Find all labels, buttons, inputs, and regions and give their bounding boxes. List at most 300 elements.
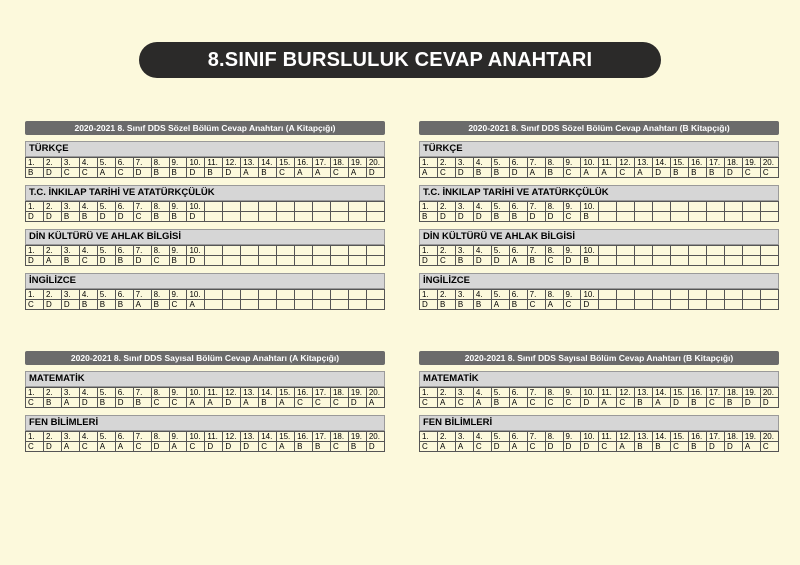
answer-cell	[330, 256, 348, 266]
question-number-cell: 2.	[437, 432, 455, 442]
question-number-cell: 3.	[455, 290, 473, 300]
answer-key-block-sayisal-a	[25, 351, 385, 452]
question-number-cell	[599, 246, 617, 256]
answer-cell	[259, 300, 277, 310]
answer-cell: A	[187, 300, 205, 310]
question-number-row	[26, 202, 385, 212]
question-number-cell	[724, 290, 742, 300]
answer-cell: B	[259, 168, 277, 178]
answer-cell	[241, 256, 259, 266]
question-number-cell	[617, 202, 635, 212]
answer-cell	[635, 300, 653, 310]
answer-cell: C	[671, 442, 689, 452]
question-number-cell: 4.	[79, 246, 97, 256]
answer-cell: C	[79, 442, 97, 452]
question-number-cell: 10.	[187, 432, 205, 442]
question-number-cell: 9.	[169, 388, 187, 398]
question-number-cell: 5.	[491, 388, 509, 398]
question-number-cell	[635, 202, 653, 212]
question-number-cell	[313, 246, 331, 256]
answer-cell: C	[707, 398, 725, 408]
answer-grid	[419, 387, 779, 408]
answer-cell: C	[295, 398, 313, 408]
answer-row	[420, 442, 779, 452]
answer-cell: C	[437, 168, 455, 178]
answer-cell	[313, 212, 331, 222]
question-number-cell: 4.	[79, 432, 97, 442]
answer-cell: D	[581, 398, 599, 408]
answer-cell	[742, 212, 760, 222]
answer-section	[25, 185, 385, 222]
question-number-cell: 7.	[527, 388, 545, 398]
answer-cell: C	[26, 300, 44, 310]
question-number-cell: 13.	[635, 388, 653, 398]
answer-cell: D	[97, 256, 115, 266]
answer-cell: A	[635, 168, 653, 178]
question-number-cell: 14.	[259, 432, 277, 442]
question-number-cell	[223, 246, 241, 256]
question-number-row	[26, 290, 385, 300]
question-number-cell	[689, 290, 707, 300]
question-number-cell: 16.	[295, 432, 313, 442]
answer-cell: D	[420, 256, 438, 266]
answer-cell	[760, 212, 778, 222]
answer-cell: D	[545, 442, 563, 452]
answer-section	[25, 141, 385, 178]
answer-cell: D	[671, 398, 689, 408]
answer-cell: A	[43, 256, 61, 266]
question-number-cell: 1.	[26, 290, 44, 300]
answer-cell: C	[760, 442, 778, 452]
question-number-cell: 7.	[527, 432, 545, 442]
answer-cell	[760, 300, 778, 310]
answer-cell	[671, 212, 689, 222]
question-number-cell: 12.	[617, 388, 635, 398]
answer-cell	[205, 256, 223, 266]
answer-row	[26, 256, 385, 266]
question-number-cell: 8.	[545, 246, 563, 256]
question-number-cell: 13.	[241, 158, 259, 168]
answer-cell: D	[97, 212, 115, 222]
answer-grid	[419, 245, 779, 266]
question-number-cell: 8.	[151, 290, 169, 300]
answer-cell: A	[366, 398, 384, 408]
answer-cell: B	[259, 398, 277, 408]
answer-cell	[689, 212, 707, 222]
question-number-cell: 8.	[545, 202, 563, 212]
question-number-cell: 2.	[43, 246, 61, 256]
question-number-cell: 3.	[61, 290, 79, 300]
answer-row	[420, 168, 779, 178]
question-number-cell	[205, 290, 223, 300]
answer-cell: D	[43, 300, 61, 310]
answer-cell	[707, 212, 725, 222]
question-number-cell: 8.	[151, 246, 169, 256]
question-number-cell: 6.	[509, 246, 527, 256]
question-number-cell: 15.	[671, 388, 689, 398]
answer-cell: D	[742, 398, 760, 408]
question-number-cell: 7.	[527, 158, 545, 168]
answer-cell: C	[420, 398, 438, 408]
question-number-cell: 2.	[43, 290, 61, 300]
answer-cell	[653, 212, 671, 222]
answer-grid	[25, 201, 385, 222]
question-number-cell: 11.	[205, 158, 223, 168]
question-number-cell	[313, 290, 331, 300]
question-number-cell: 2.	[437, 388, 455, 398]
answer-cell: D	[724, 442, 742, 452]
question-number-cell: 10.	[187, 246, 205, 256]
question-number-cell	[295, 202, 313, 212]
answer-cell	[223, 300, 241, 310]
answer-cell: D	[455, 212, 473, 222]
question-number-cell: 8.	[151, 202, 169, 212]
answer-cell	[366, 300, 384, 310]
answer-cell: D	[26, 212, 44, 222]
answer-cell: C	[473, 442, 491, 452]
answer-cell	[599, 300, 617, 310]
question-number-cell	[259, 290, 277, 300]
answer-cell	[348, 256, 366, 266]
answer-cell: A	[455, 442, 473, 452]
answer-cell: C	[455, 398, 473, 408]
answer-cell: C	[563, 300, 581, 310]
question-number-cell	[330, 202, 348, 212]
question-number-cell: 11.	[205, 388, 223, 398]
question-number-cell: 9.	[563, 388, 581, 398]
answer-grid	[419, 431, 779, 452]
answer-grid	[419, 201, 779, 222]
answer-cell: D	[187, 212, 205, 222]
page-title: 8.SINIF BURSLULUK CEVAP ANAHTARI	[139, 42, 661, 78]
answer-cell: B	[473, 300, 491, 310]
answer-cell: D	[527, 212, 545, 222]
question-number-cell	[742, 246, 760, 256]
answer-cell: C	[617, 398, 635, 408]
answer-cell: B	[527, 256, 545, 266]
question-number-cell: 2.	[437, 158, 455, 168]
answer-cell: B	[653, 442, 671, 452]
section-title: MATEMATİK	[25, 371, 385, 387]
answer-cell: B	[313, 442, 331, 452]
answer-cell: C	[133, 212, 151, 222]
question-number-cell	[259, 202, 277, 212]
answer-cell: B	[97, 398, 115, 408]
question-number-cell: 19.	[742, 158, 760, 168]
question-number-cell: 16.	[689, 158, 707, 168]
answer-section	[25, 371, 385, 408]
question-number-cell: 7.	[133, 246, 151, 256]
answer-cell: C	[617, 168, 635, 178]
answer-row	[26, 168, 385, 178]
question-number-cell: 6.	[115, 202, 133, 212]
question-number-cell	[707, 246, 725, 256]
answer-cell: D	[133, 256, 151, 266]
answer-cell	[689, 256, 707, 266]
question-number-cell: 6.	[115, 246, 133, 256]
answer-cell: D	[563, 442, 581, 452]
question-number-cell: 9.	[563, 246, 581, 256]
answer-cell: B	[509, 300, 527, 310]
answer-cell: A	[241, 398, 259, 408]
question-number-cell: 15.	[671, 158, 689, 168]
answer-cell: D	[348, 398, 366, 408]
answer-section	[25, 273, 385, 310]
question-number-cell: 5.	[491, 290, 509, 300]
question-number-cell: 3.	[61, 388, 79, 398]
question-number-cell: 5.	[97, 158, 115, 168]
answer-cell: B	[581, 212, 599, 222]
answer-cell: A	[97, 442, 115, 452]
question-number-cell	[653, 290, 671, 300]
question-number-cell: 14.	[259, 388, 277, 398]
section-title: İNGİLİZCE	[25, 273, 385, 289]
answer-cell: A	[133, 300, 151, 310]
question-number-cell	[689, 202, 707, 212]
answer-cell: A	[97, 168, 115, 178]
answer-cell	[295, 300, 313, 310]
answer-grid	[25, 157, 385, 178]
question-number-cell: 14.	[259, 158, 277, 168]
question-number-row	[26, 158, 385, 168]
answer-section	[419, 371, 779, 408]
answer-cell: B	[689, 442, 707, 452]
question-number-cell: 7.	[133, 432, 151, 442]
answer-cell: A	[61, 442, 79, 452]
answer-cell: D	[455, 168, 473, 178]
question-number-cell: 15.	[671, 432, 689, 442]
question-number-cell: 1.	[26, 158, 44, 168]
answer-cell: B	[133, 398, 151, 408]
answer-cell: B	[671, 168, 689, 178]
question-number-cell: 3.	[455, 158, 473, 168]
question-number-cell: 6.	[509, 388, 527, 398]
block-header: 2020-2021 8. Sınıf DDS Sözel Bölüm Cevap Anahtarı (B Kitapçığı)	[419, 121, 779, 135]
question-number-cell: 17.	[707, 388, 725, 398]
question-number-cell: 1.	[420, 388, 438, 398]
question-number-cell: 13.	[635, 158, 653, 168]
question-number-cell: 6.	[115, 388, 133, 398]
question-number-cell	[277, 290, 295, 300]
question-number-cell: 9.	[169, 158, 187, 168]
question-number-cell	[760, 202, 778, 212]
answer-cell: C	[330, 168, 348, 178]
answer-cell: A	[617, 442, 635, 452]
section-title: DİN KÜLTÜRÜ VE AHLAK BİLGİSİ	[25, 229, 385, 245]
answer-cell: C	[277, 168, 295, 178]
question-number-cell	[295, 290, 313, 300]
question-number-cell: 3.	[61, 202, 79, 212]
answer-grid	[419, 157, 779, 178]
question-number-cell: 17.	[707, 432, 725, 442]
question-number-cell: 13.	[241, 388, 259, 398]
answer-cell	[348, 300, 366, 310]
answer-cell: D	[79, 398, 97, 408]
answer-cell: C	[115, 168, 133, 178]
answer-cell: D	[151, 442, 169, 452]
answer-cell: C	[169, 398, 187, 408]
answer-cell	[653, 300, 671, 310]
question-number-cell: 5.	[97, 202, 115, 212]
answer-cell	[635, 212, 653, 222]
question-number-cell: 16.	[689, 388, 707, 398]
question-number-cell	[348, 202, 366, 212]
answer-grid	[25, 431, 385, 452]
answer-cell: A	[277, 442, 295, 452]
answer-row	[26, 212, 385, 222]
answer-cell: B	[115, 300, 133, 310]
answer-cell: A	[581, 168, 599, 178]
question-number-cell: 4.	[79, 388, 97, 398]
answer-cell: B	[295, 442, 313, 452]
answer-cell: C	[187, 442, 205, 452]
answer-cell: A	[545, 300, 563, 310]
question-number-cell: 11.	[205, 432, 223, 442]
question-number-cell: 14.	[653, 388, 671, 398]
answer-cell: A	[509, 442, 527, 452]
question-number-cell: 8.	[545, 158, 563, 168]
answer-cell	[707, 256, 725, 266]
answer-cell: B	[635, 442, 653, 452]
question-number-cell: 10.	[581, 246, 599, 256]
answer-row	[26, 398, 385, 408]
question-number-cell	[653, 246, 671, 256]
question-number-cell: 14.	[653, 432, 671, 442]
question-number-cell: 12.	[617, 158, 635, 168]
question-number-cell: 4.	[79, 290, 97, 300]
question-number-row	[420, 246, 779, 256]
question-number-cell: 5.	[491, 432, 509, 442]
question-number-cell: 9.	[563, 290, 581, 300]
answer-cell	[277, 256, 295, 266]
answer-cell	[277, 300, 295, 310]
question-number-cell: 5.	[97, 290, 115, 300]
question-number-cell: 3.	[61, 158, 79, 168]
answer-cell: C	[330, 398, 348, 408]
question-number-cell: 2.	[43, 432, 61, 442]
answer-cell: A	[205, 398, 223, 408]
question-number-cell: 17.	[313, 432, 331, 442]
answer-cell: C	[151, 398, 169, 408]
answer-cell: D	[491, 442, 509, 452]
answer-cell	[707, 300, 725, 310]
question-number-cell: 12.	[223, 388, 241, 398]
question-number-cell: 20.	[760, 432, 778, 442]
question-number-cell: 7.	[527, 290, 545, 300]
question-number-cell: 2.	[43, 202, 61, 212]
answer-cell: D	[491, 256, 509, 266]
question-number-cell: 4.	[473, 432, 491, 442]
question-number-cell	[205, 246, 223, 256]
question-number-cell: 1.	[420, 158, 438, 168]
answer-grid	[25, 387, 385, 408]
question-number-row	[420, 388, 779, 398]
answer-cell	[724, 256, 742, 266]
section-title: TÜRKÇE	[25, 141, 385, 157]
question-number-cell: 2.	[437, 290, 455, 300]
question-number-cell: 17.	[313, 388, 331, 398]
answer-cell	[241, 212, 259, 222]
section-title: İNGİLİZCE	[419, 273, 779, 289]
answer-section	[25, 229, 385, 266]
question-number-cell	[241, 290, 259, 300]
answer-cell: D	[205, 442, 223, 452]
question-number-cell	[599, 202, 617, 212]
answer-cell: C	[26, 442, 44, 452]
answer-cell	[223, 212, 241, 222]
question-number-cell: 7.	[527, 202, 545, 212]
answer-row	[420, 398, 779, 408]
answer-cell	[330, 300, 348, 310]
answer-row	[420, 212, 779, 222]
answer-cell: D	[420, 300, 438, 310]
question-number-cell: 2.	[43, 388, 61, 398]
answer-cell: A	[491, 300, 509, 310]
answer-cell: A	[527, 168, 545, 178]
answer-cell: C	[61, 168, 79, 178]
answer-cell: D	[115, 212, 133, 222]
section-title: TÜRKÇE	[419, 141, 779, 157]
answer-cell: D	[760, 398, 778, 408]
question-number-cell: 3.	[61, 432, 79, 442]
question-number-cell: 6.	[509, 290, 527, 300]
answer-cell: B	[491, 212, 509, 222]
question-number-cell: 4.	[473, 202, 491, 212]
answer-cell: B	[79, 212, 97, 222]
answer-cell: A	[115, 442, 133, 452]
question-number-cell	[635, 246, 653, 256]
answer-cell: C	[527, 398, 545, 408]
answer-cell: B	[491, 168, 509, 178]
question-number-cell: 6.	[509, 432, 527, 442]
question-number-cell: 6.	[509, 202, 527, 212]
answer-cell: C	[330, 442, 348, 452]
question-number-cell: 4.	[79, 158, 97, 168]
answer-row	[420, 300, 779, 310]
answer-cell: A	[295, 168, 313, 178]
block-header: 2020-2021 8. Sınıf DDS Sayısal Bölüm Cevap Anahtarı (A Kitapçığı)	[25, 351, 385, 365]
answer-cell: B	[43, 398, 61, 408]
answer-grid	[25, 289, 385, 310]
answer-cell: A	[420, 168, 438, 178]
question-number-cell: 9.	[563, 158, 581, 168]
answer-cell	[635, 256, 653, 266]
question-number-cell: 18.	[724, 388, 742, 398]
answer-cell	[295, 212, 313, 222]
answer-cell: B	[115, 256, 133, 266]
answer-cell: B	[707, 168, 725, 178]
answer-section	[25, 415, 385, 452]
answer-cell: B	[151, 300, 169, 310]
question-number-cell	[707, 290, 725, 300]
answer-cell: D	[61, 300, 79, 310]
answer-cell	[653, 256, 671, 266]
answer-cell: B	[205, 168, 223, 178]
question-number-cell	[241, 202, 259, 212]
question-number-cell: 5.	[491, 246, 509, 256]
question-number-cell	[653, 202, 671, 212]
answer-section	[419, 185, 779, 222]
question-number-cell: 7.	[133, 202, 151, 212]
answer-cell: B	[455, 256, 473, 266]
answer-key-block-sozel-b	[419, 121, 779, 310]
question-number-cell: 7.	[133, 290, 151, 300]
answer-cell: C	[420, 442, 438, 452]
question-number-cell: 20.	[760, 158, 778, 168]
question-number-cell	[617, 246, 635, 256]
question-number-cell: 10.	[187, 202, 205, 212]
question-number-cell: 10.	[581, 388, 599, 398]
